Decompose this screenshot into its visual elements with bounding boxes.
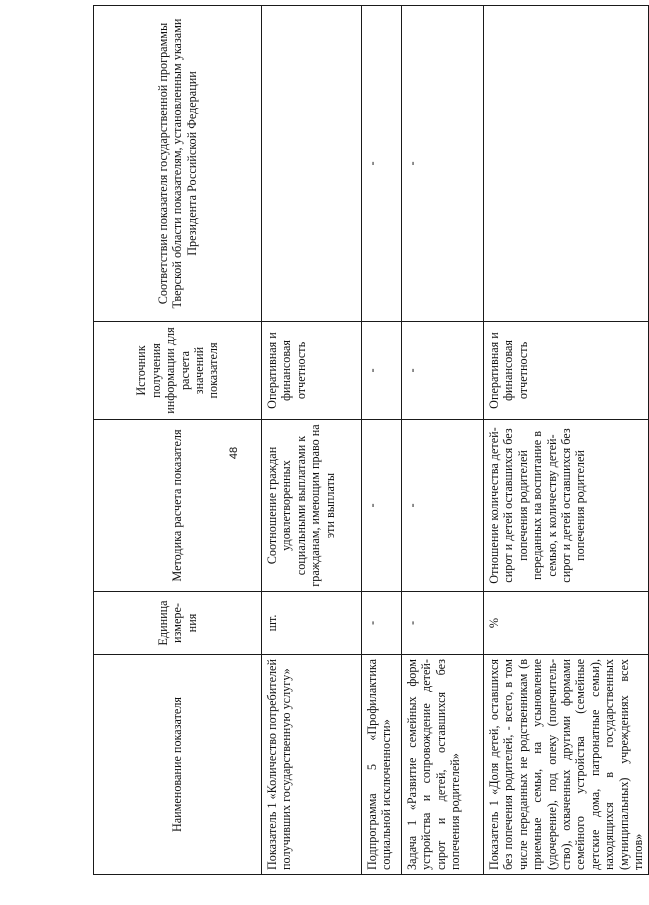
row-source: - bbox=[402, 322, 484, 420]
page-number: 48 bbox=[228, 446, 240, 460]
row-unit: - bbox=[402, 592, 484, 655]
header-unit: Единица измере-ния bbox=[94, 592, 262, 655]
row-conformity bbox=[262, 6, 362, 322]
table-row bbox=[484, 6, 649, 875]
header-row bbox=[94, 6, 262, 875]
table-row bbox=[402, 6, 484, 875]
row-name: Показатель 1 «Доля детей, оставшихся без попечения родителей, - всего, в том числе переданных не родственникам (в приемные семьи, на усыновление (удочерение), под опеку (попечитель-ство), охваченных другими формами семейного устройства (семейные детские дома, патронатные семьи), находящихся в государственных (муниципальных) учреждениях всех типов» bbox=[484, 655, 649, 875]
indicator-table bbox=[93, 5, 649, 875]
table-row bbox=[362, 6, 402, 875]
header-conformity: Соответствие показателя государственной программы Тверской области показателям, установленным указами Президента Российской Федерации bbox=[94, 6, 262, 322]
table-row bbox=[262, 6, 362, 875]
row-source: Оперативная и финансовая отчетность bbox=[484, 322, 649, 420]
row-conformity: - bbox=[362, 6, 402, 322]
row-method: Соотношение граждан удовлетворенных социальными выплатами к гражданам, имеющим право на эти выплаты bbox=[262, 420, 362, 592]
row-source: - bbox=[362, 322, 402, 420]
row-name: Задача 1 «Развитие семейных форм устройства и сопровождение детей-сирот и детей, оставшихся без попечения родителей» bbox=[402, 655, 484, 875]
row-unit: - bbox=[362, 592, 402, 655]
row-name: Показатель 1 «Количество потребителей получивших государственную услугу» bbox=[262, 655, 362, 875]
row-source: Оперативная и финансовая отчетность bbox=[262, 322, 362, 420]
indicator-table-wrapper bbox=[93, 6, 645, 875]
header-method: Методика расчета показателя bbox=[94, 420, 262, 592]
row-unit: шт. bbox=[262, 592, 362, 655]
row-method: - bbox=[402, 420, 484, 592]
row-method: - bbox=[362, 420, 402, 592]
row-conformity: - bbox=[402, 6, 484, 322]
row-unit: % bbox=[484, 592, 649, 655]
row-method: Отношение количества детей-сирот и детей оставшихся без попечения родителей переданных на воспитание в семью, к количеству детей-сирот и детей оставшихся без попечения родителей bbox=[484, 420, 649, 592]
header-name: Наименование показателя bbox=[94, 655, 262, 875]
row-name: Подпрограмма 5 «Профилактика социальной исключенности» bbox=[362, 655, 402, 875]
header-source: Источник получения информации для расчета значений показателя bbox=[94, 322, 262, 420]
row-conformity bbox=[484, 6, 649, 322]
